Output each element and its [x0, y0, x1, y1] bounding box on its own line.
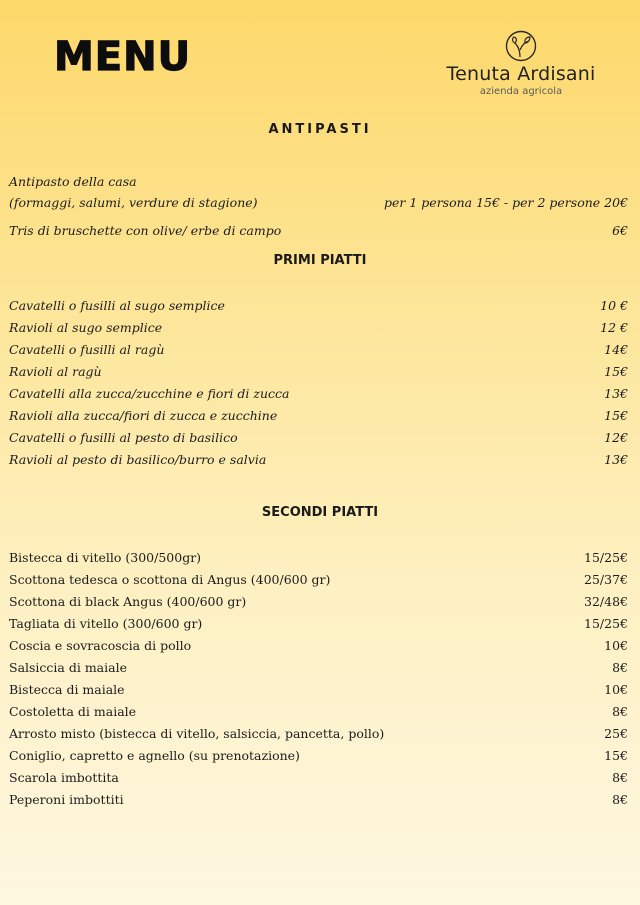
- item-price: 8€: [612, 660, 628, 675]
- page-title: MENU: [54, 34, 192, 80]
- item-name: Scottona tedesca o scottona di Angus (400/600 gr): [9, 572, 331, 587]
- menu-item-row: [9, 386, 628, 402]
- antipasto-casa-row: [9, 195, 628, 211]
- menu-item-row: [9, 682, 628, 698]
- item-name: Arrosto misto (bistecca di vitello, salsiccia, pancetta, pollo): [9, 726, 385, 741]
- item-price: 15€: [604, 364, 628, 379]
- item-name: Cavatelli alla zucca/zucchine e fiori di zucca: [9, 386, 290, 401]
- brand-logo: [430, 30, 612, 97]
- item-price: 25/37€: [584, 572, 628, 587]
- menu-item-row: [9, 408, 628, 424]
- item-price: 8€: [612, 770, 628, 785]
- menu-item-row: [9, 298, 628, 314]
- item-name: Cavatelli o fusilli al sugo semplice: [9, 298, 225, 313]
- menu-item-row: [9, 430, 628, 446]
- item-price: 32/48€: [584, 594, 628, 609]
- section-title-secondi: SECONDI PIATTI: [261, 505, 379, 520]
- antipasto-casa-price: per 1 persona 15€ - per 2 persone 20€: [384, 195, 628, 210]
- item-name: Cavatelli o fusilli al pesto di basilico: [9, 430, 238, 445]
- item-price: 10€: [604, 682, 628, 697]
- section-title-antipasti: ANTIPASTI: [268, 122, 372, 137]
- item-name: Coniglio, capretto e agnello (su prenotazione): [9, 748, 300, 763]
- menu-item-row: [9, 594, 628, 610]
- menu-item-row: [9, 320, 628, 336]
- item-price: 15/25€: [584, 550, 628, 565]
- item-price: 10 €: [600, 298, 628, 313]
- menu-item-row: [9, 616, 628, 632]
- item-price: 25€: [604, 726, 628, 741]
- item-name: Cavatelli o fusilli al ragù: [9, 342, 165, 357]
- item-price: 10€: [604, 638, 628, 653]
- item-name: Scarola imbottita: [9, 770, 119, 785]
- item-name: Coscia e sovracoscia di pollo: [9, 638, 192, 653]
- item-name: Bistecca di maiale: [9, 682, 125, 697]
- brand-name: Tenuta Ardisani: [446, 63, 596, 85]
- section-title-primi: PRIMI PIATTI: [273, 253, 367, 268]
- item-name: Tagliata di vitello (300/600 gr): [9, 616, 203, 631]
- item-price: 6€: [612, 223, 628, 238]
- brand-subtitle: azienda agricola: [479, 86, 563, 97]
- item-name: Bistecca di vitello (300/500gr): [9, 550, 202, 565]
- menu-item-row: [9, 550, 628, 566]
- menu-item-row: [9, 660, 628, 676]
- item-name: Scottona di black Angus (400/600 gr): [9, 594, 247, 609]
- menu-item-row: [9, 364, 628, 380]
- item-price: 13€: [604, 452, 628, 467]
- item-price: 12€: [604, 430, 628, 445]
- item-name: Costoletta di maiale: [9, 704, 137, 719]
- item-name: Ravioli alla zucca/fiori di zucca e zucchine: [9, 408, 278, 423]
- item-price: 13€: [604, 386, 628, 401]
- item-price: 12 €: [600, 320, 628, 335]
- menu-item-row: [9, 342, 628, 358]
- antipasto-tris-row: [9, 223, 628, 239]
- item-price: 14€: [604, 342, 628, 357]
- menu-item-row: [9, 748, 628, 764]
- item-name: Salsiccia di maiale: [9, 660, 127, 675]
- menu-item-row: [9, 726, 628, 742]
- item-price: 15€: [604, 408, 628, 423]
- item-name: Ravioli al sugo semplice: [9, 320, 163, 335]
- menu-item-row: [9, 770, 628, 786]
- item-name: Peperoni imbottiti: [9, 792, 124, 807]
- item-price: 8€: [612, 704, 628, 719]
- antipasto-casa-name: Antipasto della casa: [9, 174, 137, 189]
- menu-item-row: [9, 704, 628, 720]
- item-name: Ravioli al pesto di basilico/burro e salvia: [9, 452, 267, 467]
- item-price: 15€: [604, 748, 628, 763]
- item-name: Ravioli al ragù: [9, 364, 102, 379]
- item-price: 8€: [612, 792, 628, 807]
- antipasto-casa-desc: (formaggi, salumi, verdure di stagione): [9, 195, 258, 210]
- item-name: Tris di bruschette con olive/ erbe di campo: [9, 223, 282, 238]
- item-price: 15/25€: [584, 616, 628, 631]
- menu-item-row: [9, 638, 628, 654]
- leaf-circle-icon: [505, 30, 537, 62]
- menu-item-row: [9, 792, 628, 808]
- menu-item-row: [9, 572, 628, 588]
- menu-item-row: [9, 452, 628, 468]
